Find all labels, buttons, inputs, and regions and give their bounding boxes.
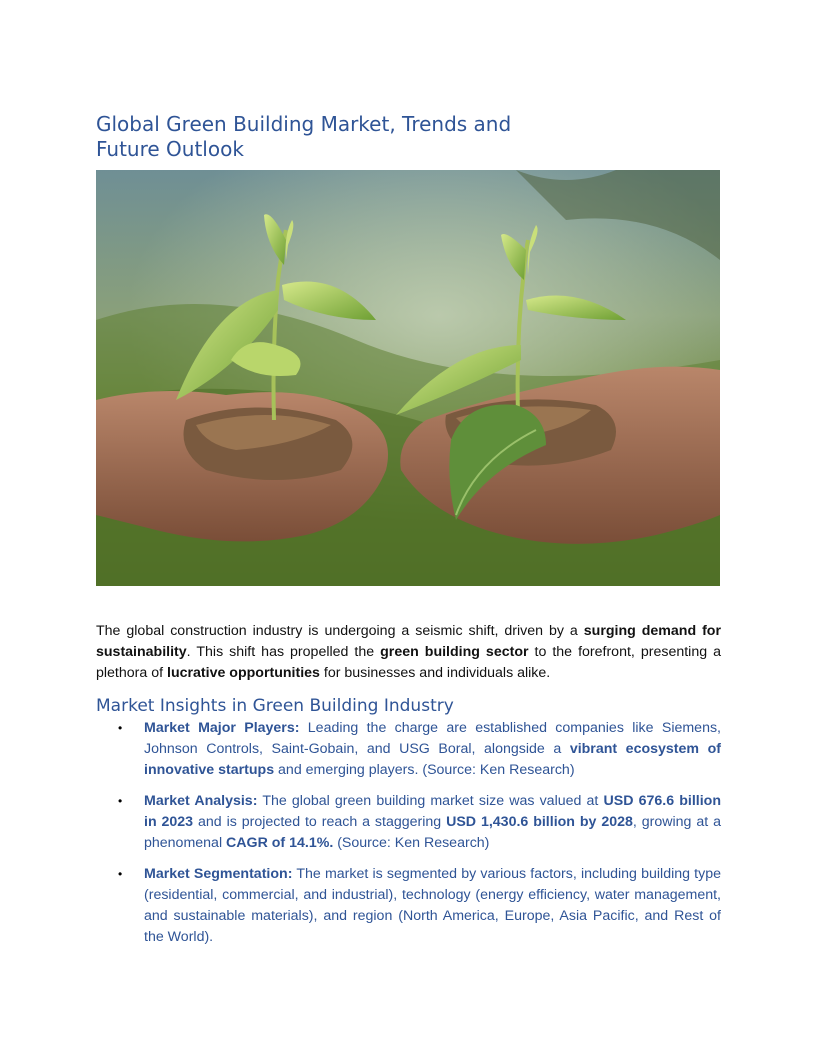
- bullet-icon: •: [118, 794, 123, 808]
- list-item: [118, 791, 721, 854]
- bullet-text: (Source: Ken Research): [333, 835, 490, 851]
- intro-text: The global construction industry is undergoing a seismic shift, driven by a: [96, 623, 584, 639]
- bullet-highlight: USD 676.6 billion in 2023: [144, 793, 721, 830]
- intro-paragraph: [96, 621, 721, 684]
- bullet-label: Market Major Players:: [144, 720, 300, 736]
- document-title: Global Green Building Market, Trends and Future Outlook: [96, 112, 512, 161]
- bullet-text: , growing at a phenomenal: [144, 814, 721, 851]
- bullet-highlight: vibrant ecosystem of innovative startups: [144, 741, 721, 778]
- bullet-text: The market is segmented by various factors, including building type (residential, commercial, and industrial), technology (energy efficiency, water management, and sustainable materials), and region (North America, Europe, Asia Pacific, and Rest of the World).: [144, 866, 721, 945]
- bullet-text: and is projected to reach a staggering: [193, 814, 447, 830]
- intro-text: for businesses and individuals alike.: [319, 665, 551, 681]
- list-item: [118, 864, 721, 948]
- bullet-label: Market Segmentation:: [144, 866, 293, 882]
- market-insights-list: [96, 718, 721, 948]
- section-heading: Market Insights in Green Building Industry: [96, 696, 454, 716]
- intro-highlight: green building sector: [380, 644, 529, 660]
- bullet-highlight: CAGR of 14.1%.: [226, 835, 334, 851]
- bullet-label: Market Analysis:: [144, 793, 258, 809]
- intro-highlight: lucrative opportunities: [167, 665, 320, 681]
- document-page: [96, 112, 721, 958]
- bullet-icon: •: [118, 867, 123, 881]
- bullet-text: The global green building market size was valued at: [257, 793, 604, 809]
- intro-text: to the forefront, presenting a plethora of: [96, 644, 721, 681]
- bullet-text: and emerging players. (Source: Ken Research): [274, 762, 575, 778]
- intro-text: . This shift has propelled the: [186, 644, 381, 660]
- seedlings-in-hands-photo: [96, 170, 720, 586]
- bullet-icon: •: [118, 721, 123, 735]
- intro-highlight: surging demand for sustainability: [96, 623, 721, 660]
- bullet-text: Leading the charge are established companies like Siemens, Johnson Controls, Saint-Gobain, and USG Boral, alongside a: [144, 720, 722, 757]
- list-item: [118, 718, 722, 781]
- bullet-highlight: USD 1,430.6 billion by 2028: [446, 814, 633, 830]
